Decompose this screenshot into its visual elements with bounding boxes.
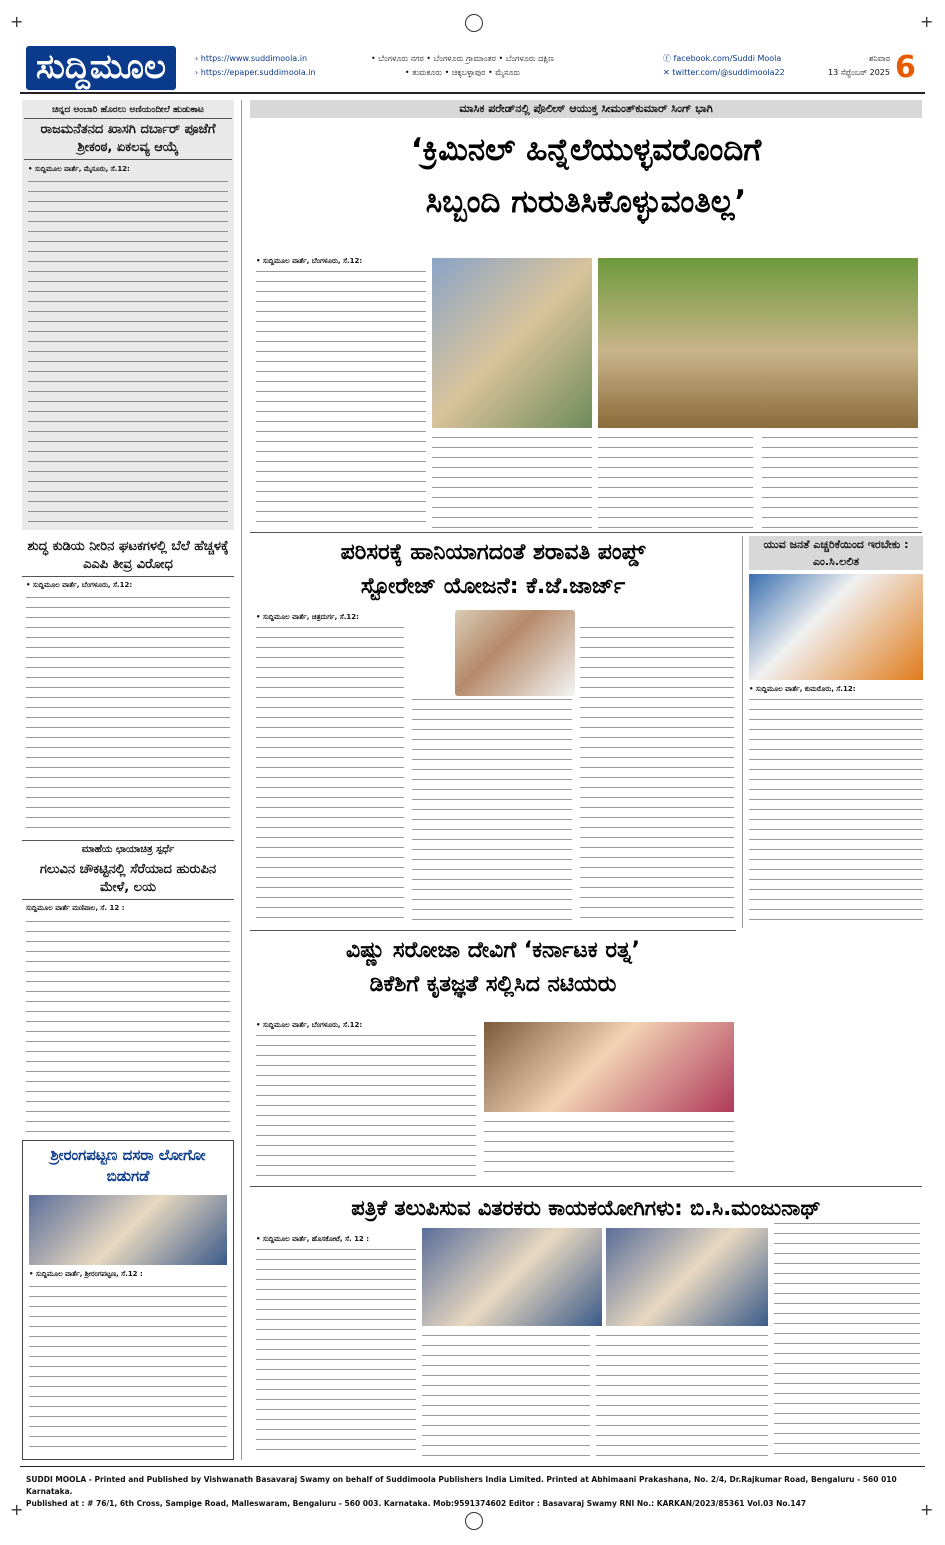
lead-headline: ‘ಕ್ರಿಮಿನಲ್ ಹಿನ್ನೆಲೆಯುಳ್ಳವರೊಂದಿಗೆ ಸಿಬ್ಬಂದಿ ಗುರುತಿಸಿಕೊಳ್ಳುವಂತಿಲ್ಲ’ [410,132,762,220]
lead-body-col3 [598,434,753,530]
lead-kicker: ಮಾಸಿಕ ಪರೇಡ್‌ನಲ್ಲಿ ಪೊಲೀಸ್ ಆಯುಕ್ತ ಸೀಮಂತ್‌ಕುಮಾರ್ ಸಿಂಗ್ ಭಾಗಿ [250,100,922,118]
story-headline: ಯುವ ಜನತೆ ಎಚ್ಚರಿಕೆಯಿಂದ ಇರಬೇಕು : ಎಂ.ಸಿ.ಲಲಿತ [749,536,923,570]
story-headline: ಗಲುವಿನ ಚೌಕಟ್ಟಿನಲ್ಲಿ ಸೆರೆಯಾದ ಹುರುಪಿನ ಮೇಳೆ, ಲಯ [22,859,234,900]
story-body [749,696,923,926]
registration-mark: + [10,1500,24,1519]
masthead-date: ಶನಿವಾರ 13 ಸೆಪ್ಟೆಂಬರ್ 2025 [827,54,890,77]
commissioner-salute-photo [432,258,592,428]
facebook-link[interactable]: ⓕ facebook.com/Suddi Moola [663,54,782,63]
story-body-col2 [422,1332,590,1456]
masthead-logo: ಸುದ್ದಿಮೂಲ [26,46,176,90]
section-rule [250,930,736,931]
registration-mark: + [10,12,24,31]
story-body [26,918,230,1132]
story-byline: • ಸುದ್ದಿಮೂಲ ವಾರ್ತೆ, ಬೆಂಗಳೂರು, ಸೆ.12: [26,581,133,589]
sharavathi-story [250,536,736,928]
story-body [26,594,230,832]
police-dog-parade-photo [598,258,918,428]
epaper-link[interactable]: › https://epaper.suddimoola.in [195,68,316,77]
masthead-social [663,52,785,80]
left-story-4 [22,1140,234,1460]
kj-george-photo [455,610,575,696]
lead-body-col2 [432,434,592,530]
lead-body-col1 [256,268,426,530]
newspaper-vendors-story [250,1190,922,1460]
registration-mark: + [920,1500,934,1519]
story-body-col2 [484,1118,734,1178]
vendors-group-photo-2 [606,1228,768,1326]
registration-circle [465,1512,483,1530]
story-body-col1 [256,1032,476,1178]
lead-story [250,100,922,530]
twitter-icon: ✕ [663,68,673,77]
footer-rule [20,1466,925,1467]
story-headline: ರಾಜಮನೆತನದ ಖಾಸಗಿ ದರ್ಬಾರ್ ಪೂಜೆಗೆ ಶ್ರೀಕಂಠ, ಏಕಲವ್ಯ ಆಯ್ಕೆ [24,118,232,160]
left-story-3 [22,840,234,1136]
left-story-1 [22,100,234,530]
story-byline: • ಸುದ್ದಿಮೂಲ ವಾರ್ತೆ, ಮೈಸೂರು, ಸೆ.12: [28,165,130,173]
story-headline: ಪರಿಸರಕ್ಕೆ ಹಾನಿಯಾಗದಂತೆ ಶರಾವತಿ ಪಂಪ್ಡ್ ಸ್ಟೋರೇಜ್ ಯೋಜನೆ: ಕೆ.ಜೆ.ಜಾರ್ಜ್ [340,540,646,599]
institute-event-photo [749,574,923,680]
left-story-2 [22,536,234,836]
logo-release-photo [29,1195,227,1265]
story-body-col2 [412,696,572,924]
story-kicker: ಮಾಹೆಯ ಛಾಯಾಚಿತ್ರ ಸ್ಪರ್ಧೆ [22,840,234,859]
facebook-icon: ⓕ [663,54,674,63]
registration-circle [465,14,483,32]
registration-mark: + [920,12,934,31]
story-headline: ಶ್ರೀರಂಗಪಟ್ಟಣ ದಸರಾ ಲೋಗೋ ಬಿಡುಗಡೆ [50,1146,206,1185]
column-divider [241,100,242,1460]
lead-body-col4 [762,434,918,530]
actresses-dk-shivakumar-photo [484,1022,734,1112]
story-byline: ಸುದ್ದಿಮೂಲ ವಾರ್ತೆ ಮಣಿಪಾಲ, ಸೆ. 12 : [26,904,125,912]
story-headline: ಪತ್ರಿಕೆ ತಲುಪಿಸುವ ವಿತರಕರು ಕಾಯಕಯೋಗಿಗಳು: ಬಿ.ಸಿ.ಮಂಜುನಾಥ್ [351,1196,821,1220]
story-headline: ಶುದ್ಧ ಕುಡಿಯ ನೀರಿನ ಘಟಕಗಳಲ್ಲಿ ಬೆಲೆ ಹೆಚ್ಚಳಕ್ಕೆ ಎಎಪಿ ತೀವ್ರ ವಿರೋಧ [22,536,234,577]
section-rule [250,532,922,533]
vendors-group-photo-1 [422,1228,602,1326]
story-body-col1 [256,1246,416,1456]
website-link[interactable]: › https://www.suddimoola.in [195,54,308,63]
story-body-col4 [774,1220,920,1456]
story-byline: • ಸುದ್ದಿಮೂಲ ವಾರ್ತೆ, ಚಿತ್ರದುರ್ಗ, ಸೆ.12: [256,613,359,621]
karnataka-ratna-story [250,934,736,1184]
story-kicker: ಚಿನ್ನದ ಅಂಬಾರಿ ಹೊರಲು ಅಣಿಯಂದೀಲೆ ಹುಡುಕಾಟ [52,105,204,115]
masthead-editions: • ಬೆಂಗಳೂರು ನಗರ • ಬೆಂಗಳೂರು ಗ್ರಾಮಾಂತರ • ಬೆಂಗಳೂರು ದಕ್ಷಿಣ • ತುಮಕೂರು • ಚಿಕ್ಕಬಳ್ಳಾಪುರ • ಮೈಸೂರು [371,54,554,77]
imprint-footer: SUDDI MOOLA - Printed and Published by Vishwanath Basavaraj Swamy on behalf of Suddimoola Publishers India Limited. Printed at Abhimaani Prakashana, No. 2/4, Dr.Rajkumar Road, Bengaluru - 560 010 Karnataka. Published at : # 76/1, 6th Cross, Sampige Road, Malleswaram, Bengaluru - 560 003. Karnataka. Mob:9591374602 Editor : Basavaraj Swamy RNI No.: KARKAN/2023/85361 Vol.03 No.147 [26,1475,897,1508]
masthead-urls [195,52,316,80]
story-headline: ವಿಷ್ಣು ಸರೋಜಾ ದೇವಿಗೆ ‘ಕರ್ನಾಟಕ ರತ್ನ’ ಡಿಕೆಶಿಗೆ ಕೃತಜ್ಞತೆ ಸಲ್ಲಿಸಿದ ನಟಿಯರು [346,938,640,997]
story-body-col3 [596,1332,768,1456]
youth-awareness-story [742,536,923,928]
section-rule [250,1186,922,1187]
story-body-col3 [580,624,734,924]
story-body [29,1283,227,1455]
twitter-link[interactable]: ✕ twitter.com/@suddimoola22 [663,68,785,77]
page-number: 6 [895,50,916,85]
story-byline: • ಸುದ್ದಿಮೂಲ ವಾರ್ತೆ, ಬೆಂಗಳೂರು, ಸೆ.12: [256,1021,363,1029]
story-byline: • ಸುದ್ದಿಮೂಲ ವಾರ್ತೆ, ಹೊಸಕೋಟೆ, ಸೆ. 12 : [256,1235,370,1243]
masthead-rule [20,92,925,94]
story-byline: • ಸುದ್ದಿಮೂಲ ವಾರ್ತೆ, ಶ್ರೀರಂಗಪಟ್ಟಣ, ಸೆ.12 : [29,1270,143,1278]
story-body [28,178,228,524]
story-byline: • ಸುದ್ದಿಮೂಲ ವಾರ್ತೆ, ಕುಮರೊರು, ಸೆ.12: [749,685,856,693]
story-body-col1 [256,624,404,924]
lead-byline: • ಸುದ್ದಿಮೂಲ ವಾರ್ತೆ, ಬೆಂಗಳೂರು, ಸೆ.12: [256,257,363,265]
